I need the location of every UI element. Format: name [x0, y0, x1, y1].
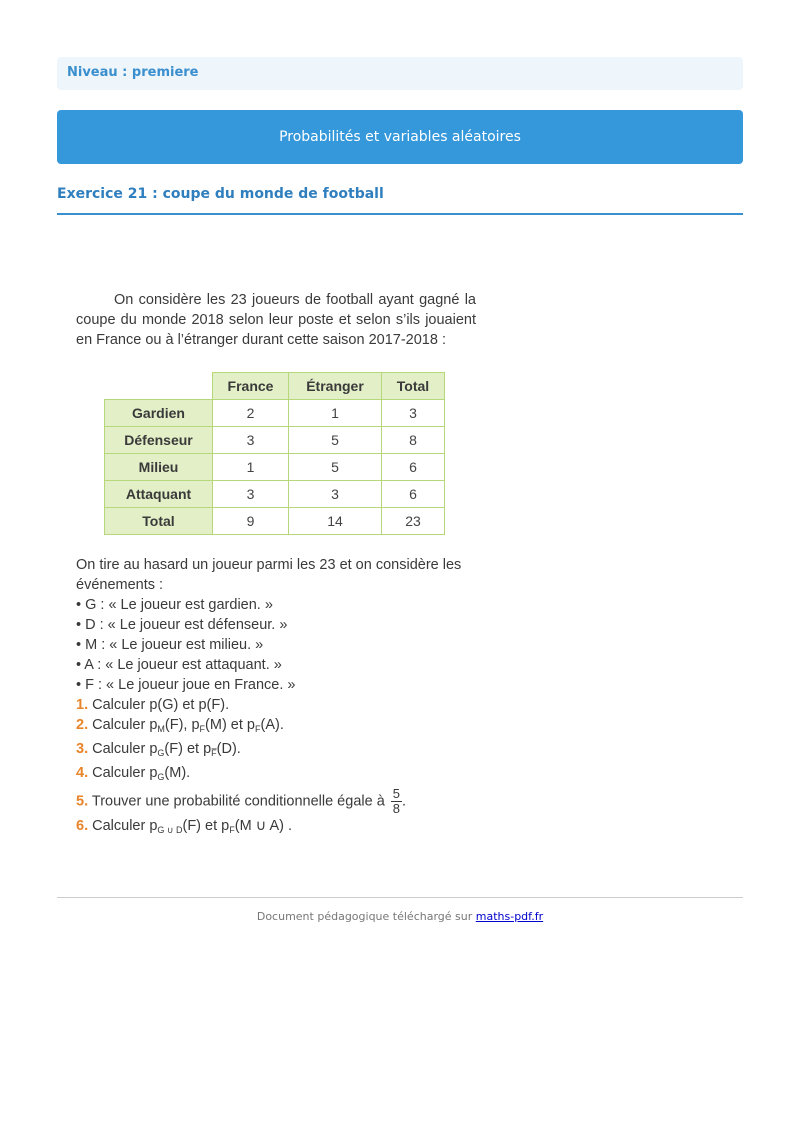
- table-cell: 1: [213, 454, 289, 481]
- players-table: [104, 372, 445, 535]
- subscript: F: [229, 825, 235, 835]
- table-row-header: Milieu: [105, 454, 213, 481]
- table-cell: 9: [213, 508, 289, 535]
- subscript: F̅: [211, 748, 217, 758]
- question-number: 1.: [76, 697, 89, 713]
- table-cell: 5: [289, 454, 382, 481]
- question-number: 3.: [76, 741, 89, 757]
- footer-link[interactable]: maths-pdf.fr: [475, 910, 544, 923]
- level-label: Niveau : premiere: [57, 57, 743, 90]
- table-row-header: Attaquant: [105, 481, 213, 508]
- question-text: (M).: [164, 765, 191, 781]
- table-cell: 6: [382, 481, 445, 508]
- exercise-title: Exercice 21 : coupe du monde de football: [57, 186, 743, 215]
- table-cell: 3: [289, 481, 382, 508]
- table-total-row: [105, 508, 445, 535]
- table-col-header: Total: [382, 373, 445, 400]
- question-text: Calculer p(G) et p(F).: [92, 697, 230, 713]
- fraction: [391, 787, 402, 816]
- question-number: 2.: [76, 717, 89, 733]
- table-cell: 6: [382, 454, 445, 481]
- subscript: G ∪ D: [157, 825, 183, 835]
- table-corner: [105, 373, 213, 400]
- table-cell: 3: [382, 400, 445, 427]
- table-row: [105, 427, 445, 454]
- subscript: F: [199, 724, 206, 734]
- table-cell: 3: [213, 427, 289, 454]
- question-text: (F), p: [164, 717, 200, 733]
- question-text: Calculer p: [92, 717, 158, 733]
- subscript: F: [255, 724, 261, 734]
- table-col-header: France: [213, 373, 289, 400]
- table-row-header: Total: [105, 508, 213, 535]
- question-1: [76, 695, 476, 715]
- question-number: 5.: [76, 793, 89, 810]
- question-text: (F) et p: [182, 818, 230, 834]
- subscript: G: [157, 772, 165, 782]
- question-number: 6.: [76, 818, 89, 834]
- question-2: [76, 715, 476, 739]
- table-cell: 14: [289, 508, 382, 535]
- event-item: • M : « Le joueur est milieu. »: [76, 637, 264, 653]
- table-header-row: [105, 373, 445, 400]
- table-row: [105, 454, 445, 481]
- event-item: • F : « Le joueur joue en France. »: [76, 677, 296, 693]
- question-text: (M ∪ A) .: [234, 818, 293, 834]
- table-cell: 3: [213, 481, 289, 508]
- fraction-numerator: 5: [392, 786, 401, 801]
- question-5: [76, 787, 476, 816]
- question-text: .: [402, 793, 407, 810]
- question-text: Calculer p: [92, 765, 158, 781]
- question-3: [76, 739, 476, 763]
- question-4: [76, 763, 476, 787]
- footer-divider: [57, 897, 743, 898]
- question-text: Calculer p: [92, 741, 158, 757]
- table-row-header: Défenseur: [105, 427, 213, 454]
- event-item: • G : « Le joueur est gardien. »: [76, 597, 273, 613]
- table-cell: 1: [289, 400, 382, 427]
- table-cell: 2: [213, 400, 289, 427]
- question-text: (A).: [260, 717, 284, 733]
- footer-text: Document pédagogique téléchargé sur: [256, 910, 476, 923]
- question-text: (M) et p: [205, 717, 255, 733]
- table-row: [105, 481, 445, 508]
- table-row: [105, 400, 445, 427]
- event-item: • A : « Le joueur est attaquant. »: [76, 657, 282, 673]
- question-text: (D).: [216, 741, 241, 757]
- table-col-header: Étranger: [289, 373, 382, 400]
- subscript: M: [157, 724, 165, 734]
- question-number: 4.: [76, 765, 89, 781]
- question-text: Trouver une probabilité conditionnelle égale à: [91, 793, 385, 810]
- intro-paragraph: [76, 290, 476, 350]
- draw-text: On tire au hasard un joueur parmi les 23 et on considère les événements :: [76, 557, 462, 593]
- table-cell: 8: [382, 427, 445, 454]
- table-cell: 23: [382, 508, 445, 535]
- chapter-title-banner: Probabilités et variables aléatoires: [57, 110, 743, 164]
- footer: [57, 910, 743, 923]
- question-6: [76, 816, 476, 840]
- question-text: (F) et p: [164, 741, 212, 757]
- fraction-denominator: 8: [392, 801, 401, 816]
- table-cell: 5: [289, 427, 382, 454]
- question-text: Calculer p: [92, 818, 158, 834]
- event-item: • D : « Le joueur est défenseur. »: [76, 617, 288, 633]
- intro-text: On considère les 23 joueurs de football ayant gagné la coupe du monde 2018 selon leur poste et selon s’ils jouaient en France ou à l’étranger durant cette saison 2017-2018 :: [76, 292, 476, 348]
- questions-block: [76, 555, 476, 840]
- table-row-header: Gardien: [105, 400, 213, 427]
- subscript: G: [157, 748, 165, 758]
